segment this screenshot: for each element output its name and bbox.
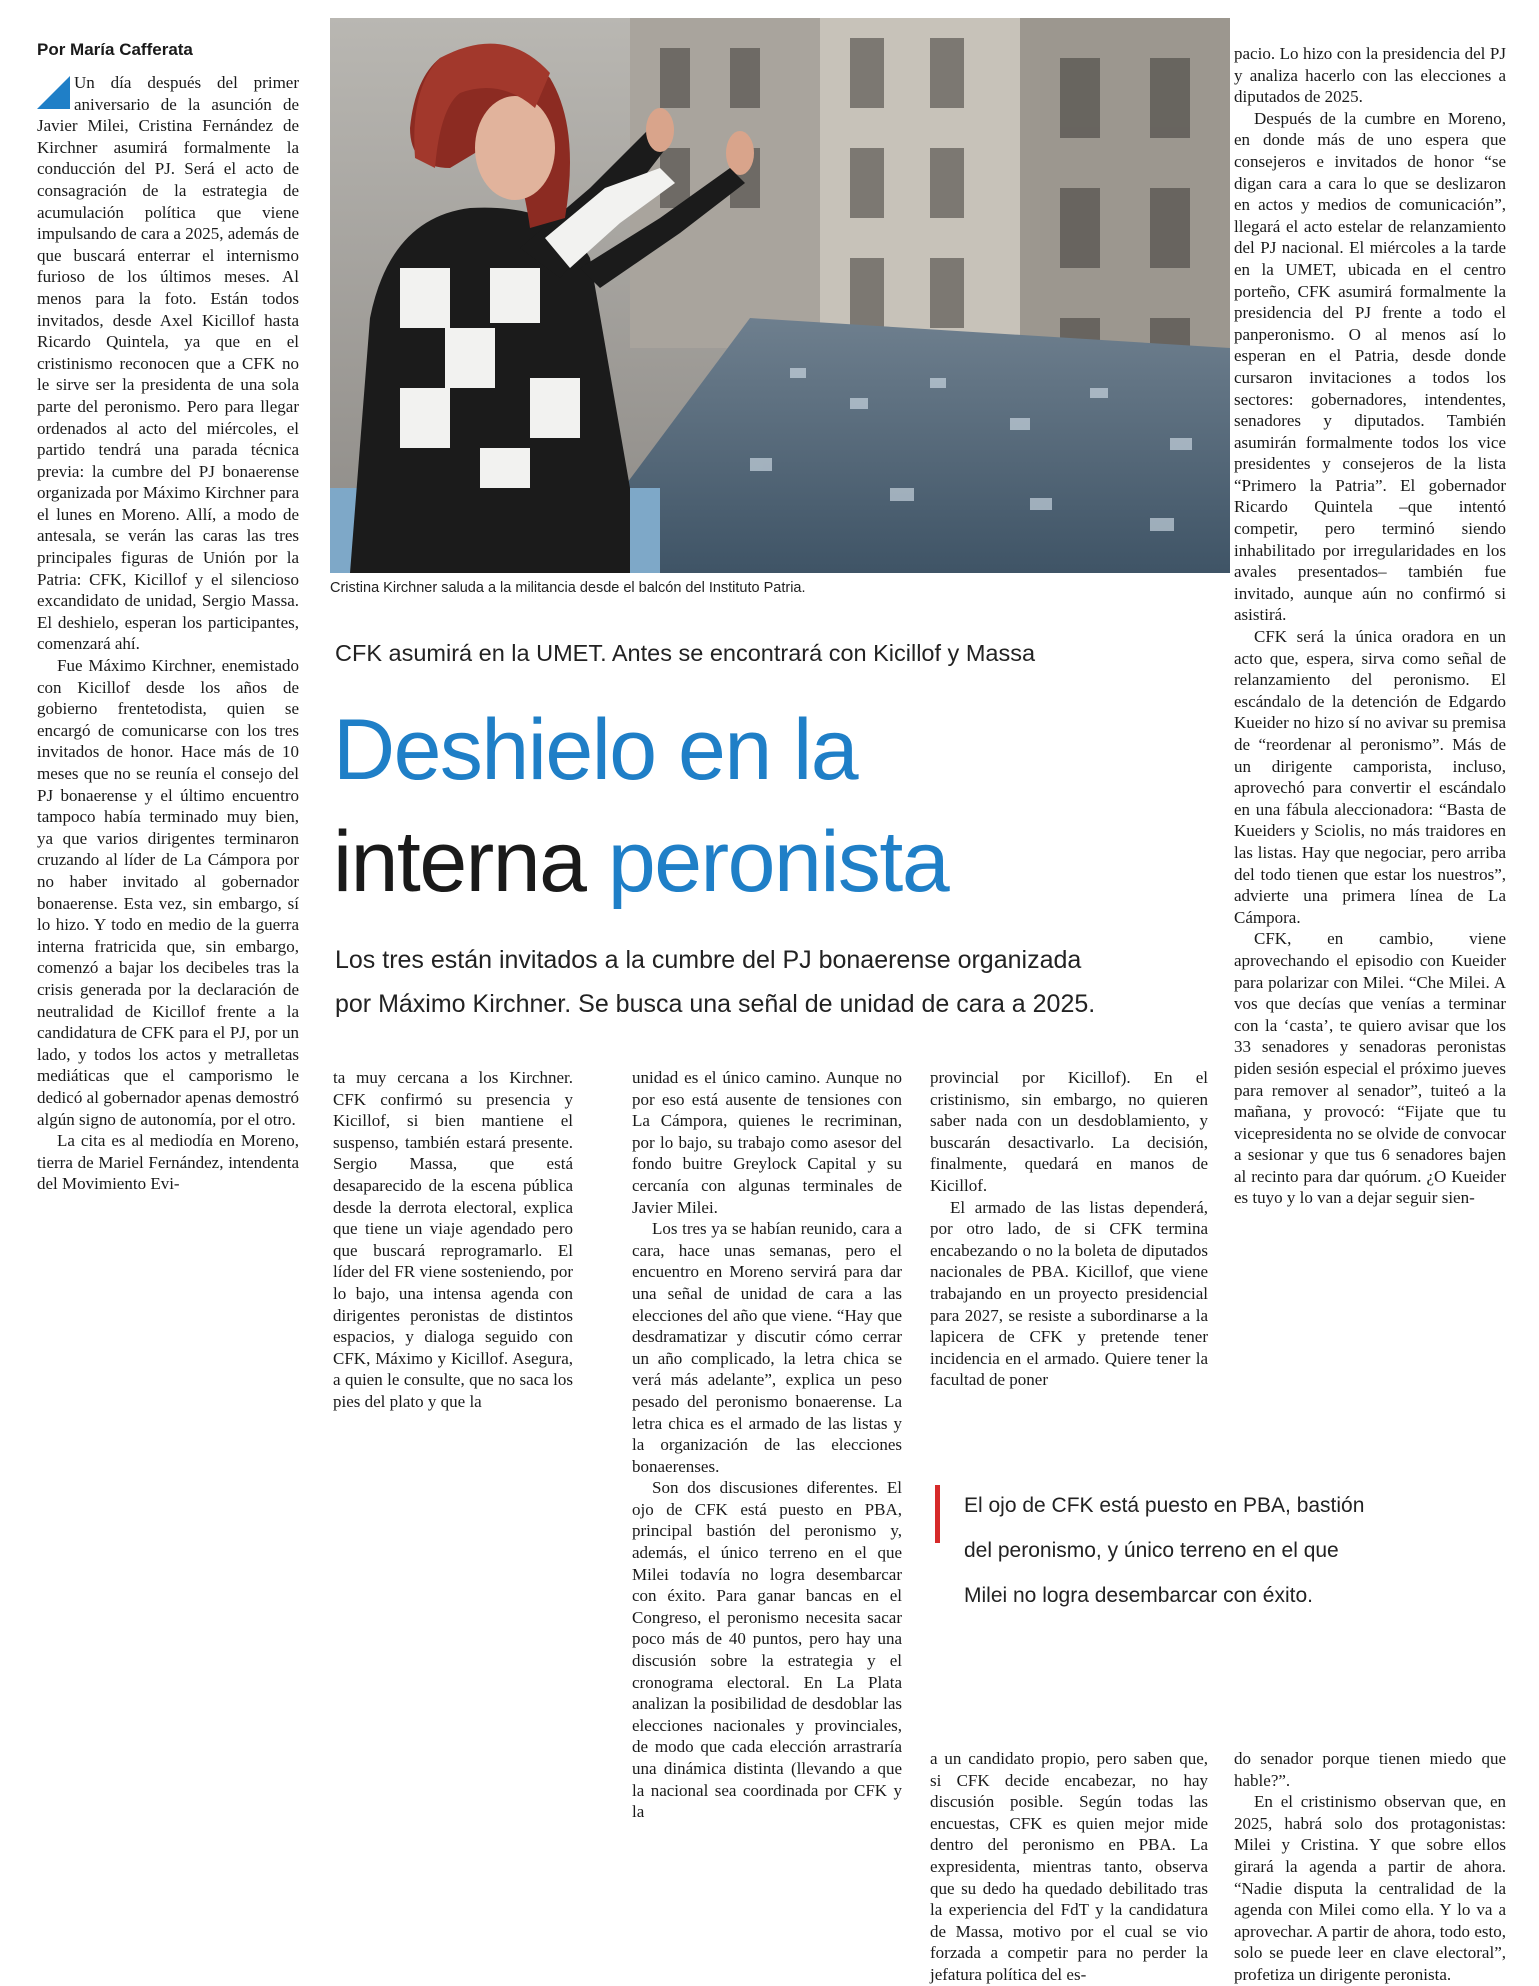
paragraph: provincial por Kicillof). En el cristinismo, sin embargo, no quieren saber nada con un desdoblamiento, y buscarán desactivarlo. La decisión, finalmente, quedará en manos de Kicillof. — [930, 1068, 1208, 1195]
pull-quote-line: El ojo de CFK está puesto en PBA, bastión — [964, 1494, 1365, 1517]
pull-quote-line: del peronismo, y único terreno en el que — [964, 1539, 1339, 1562]
paragraph: La cita es al mediodía en Moreno, tierra de Mariel Fernández, intendenta del Movimiento Evi- — [37, 1131, 299, 1194]
column-3 — [632, 1067, 902, 1823]
headline-word-peronista: peronista — [607, 814, 949, 910]
paragraph: Los tres ya se habían reunido, cara a cara, hace unas semanas, pero el encuentro en Moreno servirá para dar una señal de unidad de cara a las elecciones del año que viene. “Hay que desdramatizar y discutir cómo cerrar un año complicado, la letra chica se verá más adelante”, explica un peso pesado del peronismo bonaerense. La letra chica es el armado de las listas y la organización de las elecciones bonaerenses. — [632, 1219, 902, 1476]
paragraph: Después de la cumbre en Moreno, en donde más de uno espera que consejeros e invitados de honor “se digan cara a cara lo que se deslizaron en actos y medios de comunicación”, llegará el acto estelar de relanzamiento del PJ nacional. El miércoles a la tarde en la UMET, ubicada en el centro porteño, CFK asumirá formalmente la presidencia del PJ frente a todo el panperonismo. O al menos así lo esperan en el Patria, desde donde cursaron invitaciones a todos los sectores: gobernadores, intendentes, senadores y diputados. También asumirán formalmente todos los vice presidentes y consejeros de la lista “Primero la Patria”. El gobernador Ricardo Quintela –que intentó competir, pero terminó siendo inhabilitado por irregularidades en los avales presentados– también fue invitado, aunque aún no confirmó si asistirá. — [1234, 108, 1506, 625]
column-5-bottom — [1234, 1748, 1506, 1986]
paragraph: En el cristinismo observan que, en 2025, habrá solo dos protagonistas: Milei y Cristina. Y que sobre ellos girará la agenda a partir de ahora. “Nadie disputa la centralidad de la agenda con Milei como ella. Y lo va a aprovechar. A partir de ahora, todo esto, solo se puede leer en clave electoral”, profetiza un dirigente peronista. — [1234, 1792, 1506, 1984]
paragraph: a un candidato propio, pero saben que, si CFK decide encabezar, no hay discusión posible. Según todas las encuestas, CFK es quien mejor mide dentro del peronismo en PBA. La expresidenta, mientras tanto, observa que su dedo ha quedado debilitado tras la experiencia del FdT y la candidatura de Massa, motivo por el cual se vio forzada a competir para no perder la jefatura política del es- — [930, 1749, 1208, 1984]
dek — [335, 938, 1215, 1026]
photo-caption: Cristina Kirchner saluda a la militancia desde el balcón del Instituto Patria. — [330, 580, 806, 596]
paragraph: CFK será la única oradora en un acto que, espera, sirva como señal de relanzamiento del peronismo. El escándalo de la detención de Edgardo Kueider no hizo sí no avivar su premisa de “reordenar al peronismo”. Más de un dirigente camporista, incluso, aprovechó para convertir el escándalo en una fábula aleccionadora: “Basta de Kueiders y Sciolis, no más traidores en las listas. Hay que negociar, pero arriba del todo tienen que estar los nuestros”, advierte una primera línea de La Cámpora. — [1234, 627, 1506, 927]
headline-word-interna: interna — [333, 814, 608, 910]
paragraph: CFK, en cambio, viene aprovechando el episodio con Kueider para polarizar con Milei. “Che Milei. A vos que decías que venías a terminar con la ‘casta’, te quiero avisar que los 33 senadores y senadoras peronistas piden sesión especial el próximo jueves para remover al senador”, tuiteó a la mañana, y provocó: “Fijate que tu vicepresidenta no se olvide de convocar a sesionar y que tus 6 senadores bajen al recinto para dar quórum. ¿O Kueider es tuyo y lo van a dejar seguir sien- — [1234, 929, 1506, 1208]
paragraph: El armado de las listas dependerá, por otro lado, de si CFK termina encabezando o no la boleta de diputados nacionales de PBA. Kicillof, que viene trabajando en un proyecto presidencial para 2027, se resiste a subordinarse a la lapicera de CFK y pretende tener incidencia en el armado. Quiere tener la facultad de poner — [930, 1197, 1208, 1390]
column-4-top — [930, 1067, 1208, 1391]
paragraph — [37, 72, 299, 655]
column-4-bottom — [930, 1748, 1208, 1986]
paragraph: unidad es el único camino. Aunque no por eso está ausente de tensiones con La Cámpora, quienes le recriminan, por lo bajo, su trabajo como asesor del fondo buitre Greylock Capital y su cercanía con algunas terminales de Javier Milei. — [632, 1068, 902, 1217]
kicker: CFK asumirá en la UMET. Antes se encontrará con Kicillof y Massa — [335, 640, 1036, 666]
paragraph: Fue Máximo Kirchner, enemistado con Kicillof desde los años de gobierno frentetodista, quien se encargó de comunicarse con los tres invitados de honor. Hace más de 10 meses que no se reunía el consejo del PJ bonaerense y el último encuentro tampoco había terminado muy bien, ya que varios dirigentes terminaron cruzando al líder de La Cámpora por no haber invitado al gobernador bonaerense. Esta vez, sin embargo, sí lo hizo. Y todo en medio de la guerra interna fratricida que, sin embargo, comenzó a bajar los decibeles tras la crisis generada por la declaración de neutralidad de Kicillof frente a la candidatura de CFK para el PJ, por un lado, y todos los actos y metralletas mediáticas que el camporismo le dedicó al gobernador apenas demostró algún signo de autonomía, por el otro. — [37, 656, 299, 1129]
paragraph-text: Un día después del primer aniversario de la asunción de Javier Milei, Cristina Fernández de Kirchner asumirá formalmente la conducción del PJ. Será el acto de consagración de la estrategia de acumulación política que viene impulsando de cara a 2025, además de que buscará enterrar el internismo furioso de los últimos meses. Al menos para la foto. Están todos invitados, desde Axel Kicillof hasta Ricardo Quintela, ya que en el cristinismo reconocen que a CFK no le sirve ser la presidenta de una sola parte del peronismo. Pero para llegar ordenados al acto del miércoles, el partido tendrá una parada técnica previa: la cumbre del PJ bonaerense organizada por Máximo Kirchner para el lunes en Moreno. Allí, a modo de antesala, se verán las caras las tres principales figuras de Unión por la Patria: CFK, Kicillof y el silencioso excandidato de unidad, Sergio Massa. El deshielo, esperan los participantes, comenzará ahí. — [37, 73, 299, 654]
column-1 — [37, 72, 299, 1195]
paragraph: pacio. Lo hizo con la presidencia del PJ y analiza hacerlo con las elecciones a diputados de 2025. — [1234, 44, 1506, 107]
pull-quote-line: Milei no logra desembarcar con éxito. — [964, 1584, 1314, 1607]
paragraph: ta muy cercana a los Kirchner. CFK confirmó su presencia y Kicillof, si bien mantiene el suspenso, también estará presente. Sergio Massa, que está desaparecido de la escena pública desde la derrota electoral, explica que tiene un viaje agendado pero que buscará reprogramarlo. El líder del FR viene sosteniendo, por lo bajo, una intensa agenda con dirigentes peronistas de distintos espacios, y dialoga seguido con CFK, Máximo y Kicillof. Asegura, a quien le consulte, que no saca los pies del plato y que la — [333, 1068, 573, 1411]
paragraph: Son dos discusiones diferentes. El ojo de CFK está puesto en PBA, principal bastión del peronismo y, además, el único terreno en el que Milei todavía no logra desembarcar con éxito. Para ganar bancas en el Congreso, el peronismo necesita sacar poco más de 40 puntos, pero hay una discusión sobre la estrategia y el cronograma electoral. En La Plata analizan la posibilidad de desdoblar las elecciones nacionales y provinciales, de modo que cada elección arrastraría una dinámica distinta (llevando a que la nacional sea coordinada por CFK y la — [632, 1478, 902, 1822]
paragraph: do senador porque tienen miedo que hable?”. — [1234, 1749, 1506, 1790]
byline: Por María Cafferata — [37, 40, 193, 59]
photo-illustration — [330, 18, 1230, 573]
section-marker-icon — [37, 76, 70, 109]
dek-line: Los tres están invitados a la cumbre del PJ bonaerense organizada — [335, 946, 1082, 974]
headline-line-2 — [333, 812, 948, 912]
hero-photo — [330, 18, 1230, 573]
column-5-top — [1234, 43, 1506, 1209]
headline-line-1: Deshielo en la — [333, 702, 858, 798]
pull-quote — [935, 1483, 1524, 1618]
dek-line: por Máximo Kirchner. Se busca una señal de unidad de cara a 2025. — [335, 990, 1096, 1018]
column-2 — [333, 1067, 573, 1413]
